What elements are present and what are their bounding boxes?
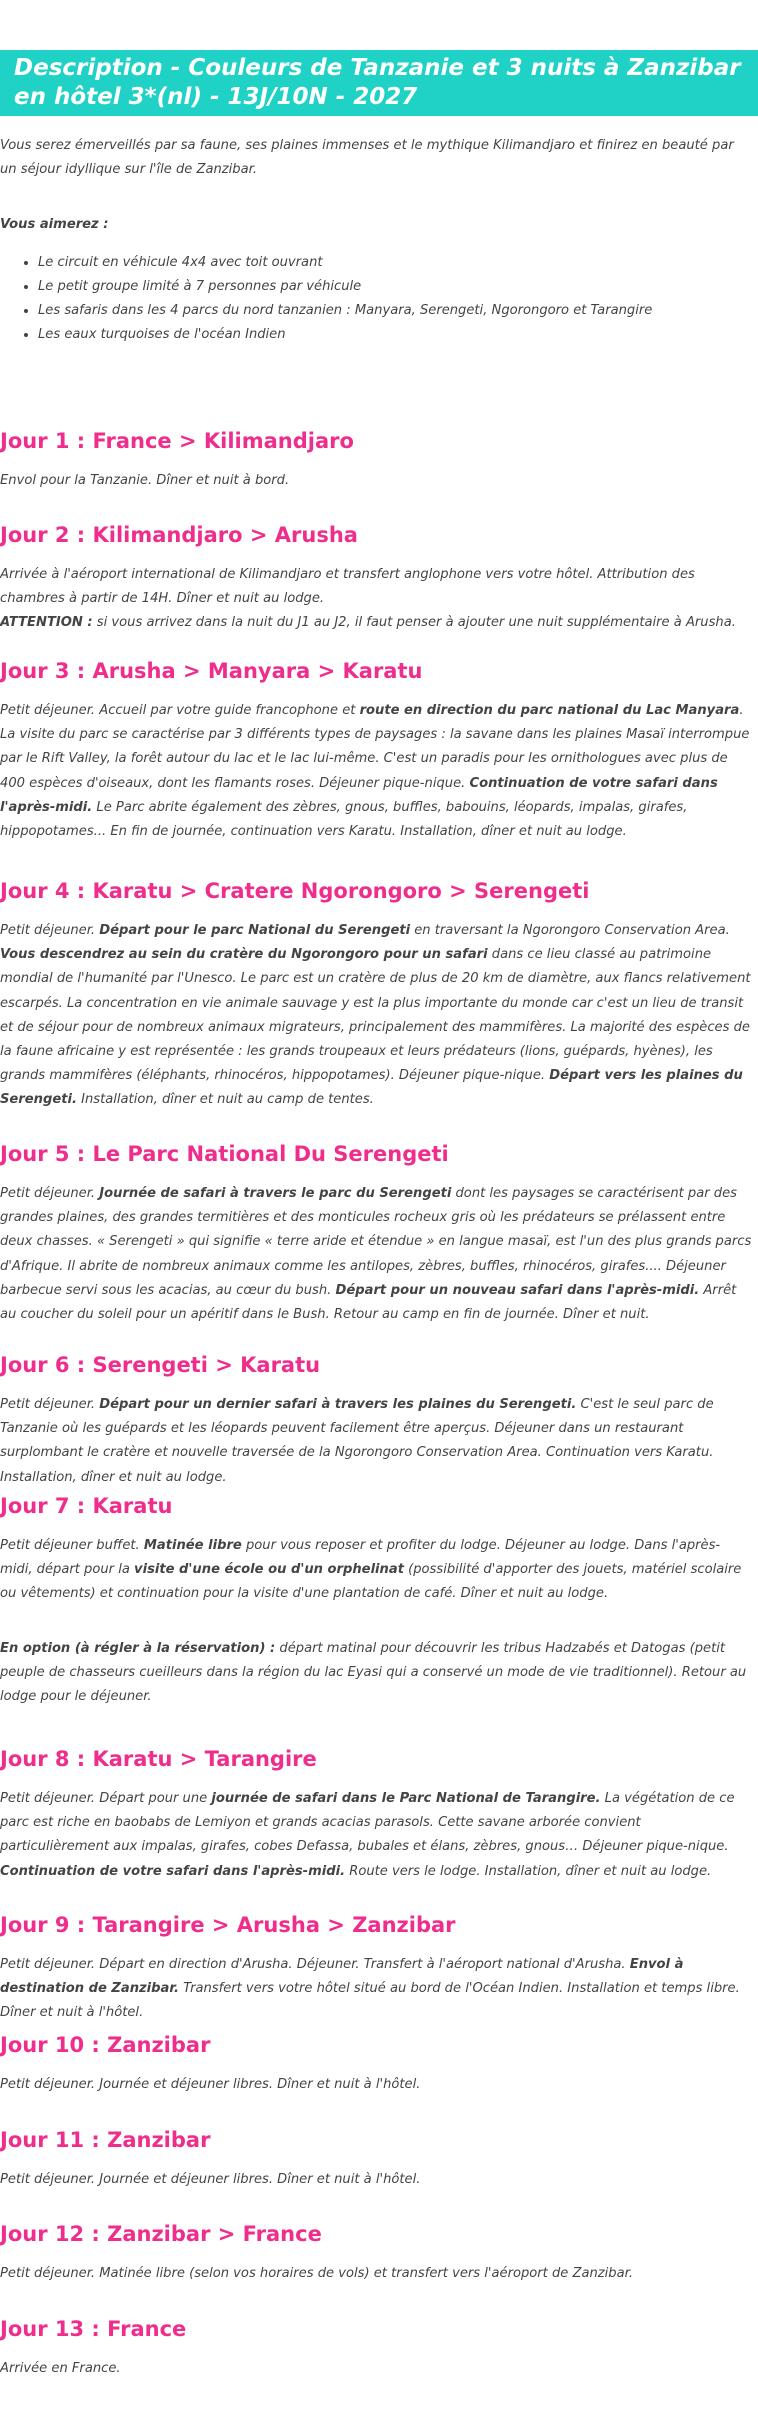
emphasis-text: visite d'une école ou d'un orphelinat bbox=[134, 1562, 404, 1578]
highlight-item: • Les safaris dans les 4 parcs du nord tanzanien : Manyara, Serengeti, Ngorongoro et Tarangire bbox=[38, 299, 752, 323]
day-title: Jour 7 : Karatu bbox=[0, 1494, 173, 1518]
emphasis-text: route en direction du parc national du Lac Manyara bbox=[359, 703, 740, 718]
highlights-list bbox=[0, 251, 752, 348]
day-description: Petit déjeuner. Départ pour un dernier safari à travers les plaines du Serengeti. C'est le seul parc de Tanzanie où les guépards et les léopards peuvent facilement être aperçus. Déjeuner dans un restaurant surplombant le cratère et nouvelle traversée de la Ngorongoro Conservation Area. Continuation vers Karatu. Installation, dîner et nuit au lodge. bbox=[0, 1397, 714, 1485]
day-description: Petit déjeuner. Départ pour une journée de safari dans le Parc National de Tarangire. La végétation de ce parc est riche en baobabs de Lemiyon et grands acacias parasols. Cette savane arborée convient particulièrement aux impalas, girafes, cobes Defassa, bubales et élans, zèbres, gnous… Déjeuner pique-nique. Continuation de votre safari dans l'après-midi. Route vers le lodge. Installation, dîner et nuit au lodge. bbox=[0, 1791, 735, 1879]
emphasis-text: Continuation de votre safari dans l'après-midi. bbox=[0, 1863, 346, 1879]
emphasis-text: Vous descendrez au sein du cratère du Ngorongoro pour un safari bbox=[0, 947, 488, 963]
day-title: Jour 3 : Arusha > Manyara > Karatu bbox=[0, 659, 423, 683]
day-title: Jour 6 : Serengeti > Karatu bbox=[0, 1353, 321, 1377]
day-description: Petit déjeuner. Matinée libre (selon vos horaires de vols) et transfert vers l'aéroport de Zanzibar. bbox=[0, 2266, 633, 2281]
day-description: Arrivée à l'aéroport international de Kilimandjaro et transfert anglophone vers votre hôtel. Attribution des chambres à partir de 14H. Dîner et nuit au lodge. ATTENTION : si vous arrivez dans la nuit du J1 au J2, il faut penser à ajouter une nuit supplémentaire à Arusha. bbox=[0, 567, 736, 631]
day-description: En option (à régler à la réservation) : départ matinal pour découvrir les tribus Hadzabés et Datogas (petit peuple de chasseurs cueilleurs dans la région du lac Eyasi qui a conservé un mode de vie traditionnel). Retour au lodge pour le déjeuner. bbox=[0, 1640, 747, 1705]
day-section bbox=[0, 1139, 752, 1327]
day-description: Petit déjeuner. Journée et déjeuner libres. Dîner et nuit à l'hôtel. bbox=[0, 2172, 421, 2187]
page-title: Description - Couleurs de Tanzanie et 3 nuits à Zanzibar en hôtel 3*(nl) - 13J/10N - 2027 bbox=[0, 50, 758, 116]
day-title: Jour 13 : France bbox=[0, 2317, 187, 2341]
day-title: Jour 8 : Karatu > Tarangire bbox=[0, 1747, 317, 1771]
emphasis-text: Départ pour le parc National du Serengeti bbox=[99, 923, 411, 938]
day-title: Jour 4 : Karatu > Cratere Ngorongoro > Serengeti bbox=[0, 879, 590, 903]
emphasis-text: Départ pour un dernier safari à travers les plaines du Serengeti. bbox=[99, 1397, 577, 1412]
emphasis-text: Départ pour un nouveau safari dans l'après-midi. bbox=[335, 1282, 700, 1298]
day-section bbox=[0, 520, 752, 636]
day-section bbox=[0, 876, 752, 1113]
emphasis-text: ATTENTION : bbox=[0, 615, 93, 631]
day-section bbox=[0, 2125, 752, 2192]
day-description: Petit déjeuner. Départ en direction d'Arusha. Déjeuner. Transfert à l'aéroport national d'Arusha. Envol à destination de Zanzibar. Transfert vers votre hôtel situé au bord de l'Océan Indien. Installation et temps libre. Dîner et nuit à l'hôtel. bbox=[0, 1957, 740, 2021]
emphasis-text: Matinée libre bbox=[143, 1538, 242, 1553]
day-title: Jour 11 : Zanzibar bbox=[0, 2128, 211, 2152]
day-description: Petit déjeuner. Départ pour le parc National du Serengeti en traversant la Ngorongoro Conservation Area. Vous descendrez au sein du cratère du Ngorongoro pour un safari dans ce lieu classé au patrimoine mondial de l'humanité par l'Unesco. Le parc est un cratère de plus de 20 km de diamètre, aux flancs relativement escarpés. La concentration en vie animale sauvage y est la plus importante du monde car c'est un lieu de transit et de séjour pour de nombreux animaux migrateurs, principalement des mammifères. La majorité des espèces de la faune africaine y est représentée : les grands troupeaux et leurs prédateurs (lions, guépards, hyènes), les grands mammifères (éléphants, rhinocéros, hippopotames). Déjeuner pique-nique. Départ vers les plaines du Serengeti. Installation, dîner et nuit au camp de tentes. bbox=[0, 923, 751, 1108]
day-description: Petit déjeuner. Journée de safari à travers le parc du Serengeti dont les paysages se caractérisent par des grandes plaines, des grandes termitières et des monticules rocheux gris où les prédateurs se prélassent entre deux chasses. « Serengeti » qui signifie « terre aride et étendue » en langue masaï, est l'un des plus grands parcs d'Afrique. Il abrite de nombreux animaux comme les antilopes, zèbres, buffles, rhinocéros, girafes.... Déjeuner barbecue servi sous les acacias, au cœur du bush. Départ pour un nouveau safari dans l'après-midi. Arrêt au coucher du soleil pour un apéritif dans le Bush. Retour au camp en fin de journée. Dîner et nuit. bbox=[0, 1186, 752, 1323]
day-section bbox=[0, 2030, 752, 2097]
day-title: Jour 9 : Tarangire > Arusha > Zanzibar bbox=[0, 1913, 456, 1937]
day-section bbox=[0, 656, 752, 844]
emphasis-text: Départ vers les plaines du Serengeti. bbox=[0, 1068, 743, 1108]
day-section bbox=[0, 1744, 752, 1884]
day-section bbox=[0, 1491, 752, 1709]
day-title: Jour 10 : Zanzibar bbox=[0, 2033, 211, 2057]
emphasis-text: Continuation de votre safari dans l'après-midi. bbox=[0, 775, 718, 815]
highlights-label: Vous aimerez : bbox=[0, 217, 109, 233]
day-title: Jour 5 : Le Parc National Du Serengeti bbox=[0, 1142, 449, 1166]
day-description: Petit déjeuner. Accueil par votre guide francophone et route en direction du parc national du Lac Manyara. La visite du parc se caractérise par 3 différents types de paysages : la savane dans les plaines Masaï interrompue par le Rift Valley, la forêt autour du lac et le lac lui-même. C'est un paradis pour les ornithologues avec plus de 400 espèces d'oiseaux, dont les flamants roses. Déjeuner pique-nique. Continuation de votre safari dans l'après-midi. Le Parc abrite également des zèbres, gnous, buffles, babouins, léopards, impalas, girafes, hippopotames... En fin de journée, continuation vers Karatu. Installation, dîner et nuit au lodge. bbox=[0, 703, 750, 840]
highlight-item: • Le petit groupe limité à 7 personnes par véhicule bbox=[38, 275, 752, 299]
day-title: Jour 2 : Kilimandjaro > Arusha bbox=[0, 523, 358, 547]
page bbox=[0, 50, 758, 2376]
intro-text: Vous serez émerveillés par sa faune, ses plaines immenses et le mythique Kilimandjaro et finirez en beauté par un séjour idyllique sur l'île de Zanzibar. bbox=[0, 138, 734, 178]
day-description: Envol pour la Tanzanie. Dîner et nuit à bord. bbox=[0, 473, 290, 488]
day-title: Jour 12 : Zanzibar > France bbox=[0, 2222, 322, 2246]
highlight-item: • Les eaux turquoises de l'océan Indien bbox=[38, 323, 752, 347]
emphasis-text: journée de safari dans le Parc National de Tarangire. bbox=[211, 1791, 601, 1806]
day-description: Petit déjeuner buffet. Matinée libre pour vous reposer et profiter du lodge. Déjeuner au lodge. Dans l'après-midi, départ pour la visite d'une école ou d'un orphelinat (possibilité d'apporter des jouets, matériel scolaire ou vêtements) et continuation pour la visite d'une plantation de café. Dîner et nuit au lodge. bbox=[0, 1538, 742, 1602]
description-content bbox=[0, 134, 752, 347]
day-section bbox=[0, 1350, 752, 1490]
emphasis-text: En option (à régler à la réservation) : bbox=[0, 1640, 276, 1656]
day-section bbox=[0, 2219, 752, 2286]
day-section bbox=[0, 426, 752, 493]
emphasis-text: Envol à destination de Zanzibar. bbox=[0, 1957, 684, 1997]
day-section bbox=[0, 1910, 752, 2026]
day-description: Petit déjeuner. Journée et déjeuner libres. Dîner et nuit à l'hôtel. bbox=[0, 2077, 421, 2092]
emphasis-text: Journée de safari à travers le parc du Serengeti bbox=[99, 1186, 452, 1201]
day-description: Arrivée en France. bbox=[0, 2361, 121, 2376]
day-title: Jour 1 : France > Kilimandjaro bbox=[0, 429, 354, 453]
highlight-item: • Le circuit en véhicule 4x4 avec toit ouvrant bbox=[38, 251, 752, 275]
day-section bbox=[0, 2314, 752, 2381]
